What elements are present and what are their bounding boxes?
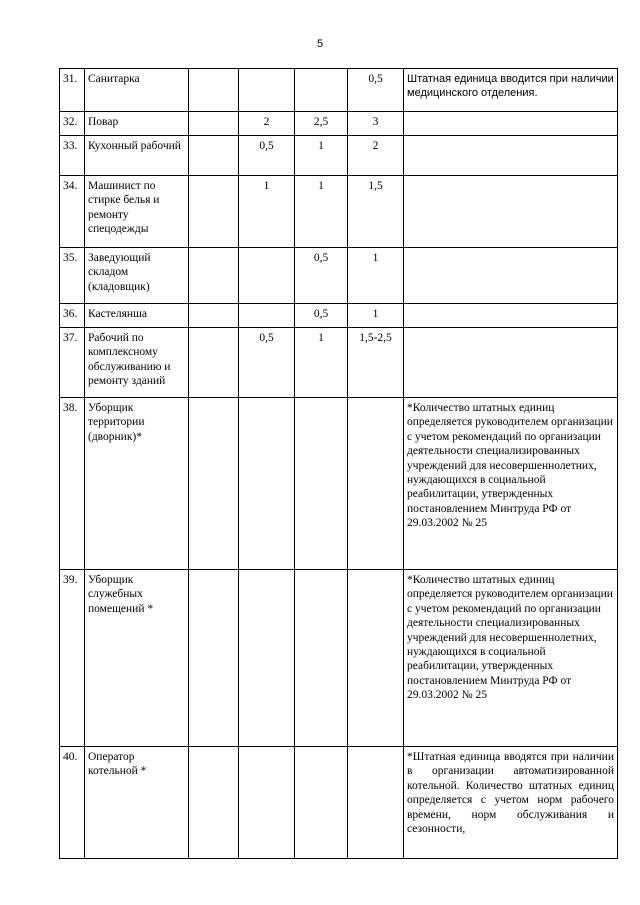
value-cell: 3: [348, 112, 404, 136]
note-cell: [404, 176, 618, 248]
staff-table: [59, 68, 618, 859]
value-cell: 2,5: [295, 112, 348, 136]
position-name: Кастелянша: [85, 304, 189, 328]
note-cell: *Количество штатных единиц определяется руководителем организации с учетом рекомендаций по организации деятельности специализированных учреждений для несовершеннолетних, нуждающихся в социальной реабилитации, утвержденных постановлением Минтруда РФ от 29.03.2002 № 25: [404, 398, 618, 570]
note-cell: *Количество штатных единиц определяется руководителем организации с учетом рекомендаций по организации деятельности специализированных учреждений для несовершеннолетних, нуждающихся в социальной реабилитации, утвержденных постановлением Минтруда РФ от 29.03.2002 № 25: [404, 570, 618, 747]
value-cell: [189, 328, 239, 398]
value-cell: [189, 248, 239, 304]
value-cell: 1: [348, 304, 404, 328]
row-number: 37.: [60, 328, 85, 398]
position-name: Кухонный рабочий: [85, 136, 189, 176]
value-cell: [189, 112, 239, 136]
position-name: Рабочий по комплексному обслуживанию и ремонту зданий: [85, 328, 189, 398]
table-row: [60, 112, 618, 136]
note-cell: [404, 136, 618, 176]
row-number: 38.: [60, 398, 85, 570]
note-cell: [404, 112, 618, 136]
value-cell: [189, 176, 239, 248]
value-cell: [295, 69, 348, 112]
value-cell: 0,5: [295, 248, 348, 304]
position-name: Заведующий складом (кладовщик): [85, 248, 189, 304]
value-cell: [295, 570, 348, 747]
value-cell: [239, 570, 295, 747]
value-cell: 0,5: [348, 69, 404, 112]
row-number: 34.: [60, 176, 85, 248]
row-number: 35.: [60, 248, 85, 304]
value-cell: [348, 747, 404, 859]
value-cell: 1: [295, 328, 348, 398]
table-row: [60, 176, 618, 248]
table-row: [60, 69, 618, 112]
position-name: Уборщик служебных помещений *: [85, 570, 189, 747]
value-cell: [239, 69, 295, 112]
row-number: 36.: [60, 304, 85, 328]
value-cell: 1,5-2,5: [348, 328, 404, 398]
value-cell: 0,5: [239, 136, 295, 176]
value-cell: 0,5: [239, 328, 295, 398]
position-name: Санитарка: [85, 69, 189, 112]
value-cell: 1: [348, 248, 404, 304]
note-cell: [404, 328, 618, 398]
note-cell: *Штатная единица вводятся при наличии в организации автоматизированной котельной. Количество штатных единиц определяется с учетом норм рабочего времени, норм обслуживания и сезонности,: [404, 747, 618, 859]
value-cell: [239, 747, 295, 859]
value-cell: 2: [348, 136, 404, 176]
position-name: Машинист по стирке белья и ремонту спецодежды: [85, 176, 189, 248]
value-cell: 0,5: [295, 304, 348, 328]
row-number: 39.: [60, 570, 85, 747]
row-number: 32.: [60, 112, 85, 136]
value-cell: [189, 69, 239, 112]
position-name: Повар: [85, 112, 189, 136]
value-cell: 1,5: [348, 176, 404, 248]
value-cell: 1: [295, 136, 348, 176]
table-row: [60, 570, 618, 747]
value-cell: [348, 398, 404, 570]
value-cell: [295, 747, 348, 859]
table-row: [60, 328, 618, 398]
row-number: 33.: [60, 136, 85, 176]
value-cell: [239, 304, 295, 328]
row-number: 40.: [60, 747, 85, 859]
value-cell: [239, 248, 295, 304]
position-name: Оператор котельной *: [85, 747, 189, 859]
value-cell: [189, 136, 239, 176]
table-row: [60, 136, 618, 176]
value-cell: [189, 570, 239, 747]
table-row: [60, 398, 618, 570]
value-cell: [295, 398, 348, 570]
note-cell: Штатная единица вводится при наличии медицинского отделения.: [404, 69, 618, 112]
position-name: Уборщик территории (дворник)*: [85, 398, 189, 570]
table-row: [60, 304, 618, 328]
page-number: 5: [316, 38, 324, 50]
value-cell: [189, 747, 239, 859]
value-cell: [189, 398, 239, 570]
note-cell: [404, 304, 618, 328]
table-row: [60, 747, 618, 859]
value-cell: 2: [239, 112, 295, 136]
value-cell: 1: [295, 176, 348, 248]
value-cell: [189, 304, 239, 328]
value-cell: 1: [239, 176, 295, 248]
value-cell: [239, 398, 295, 570]
row-number: 31.: [60, 69, 85, 112]
note-cell: [404, 248, 618, 304]
table-row: [60, 248, 618, 304]
value-cell: [348, 570, 404, 747]
